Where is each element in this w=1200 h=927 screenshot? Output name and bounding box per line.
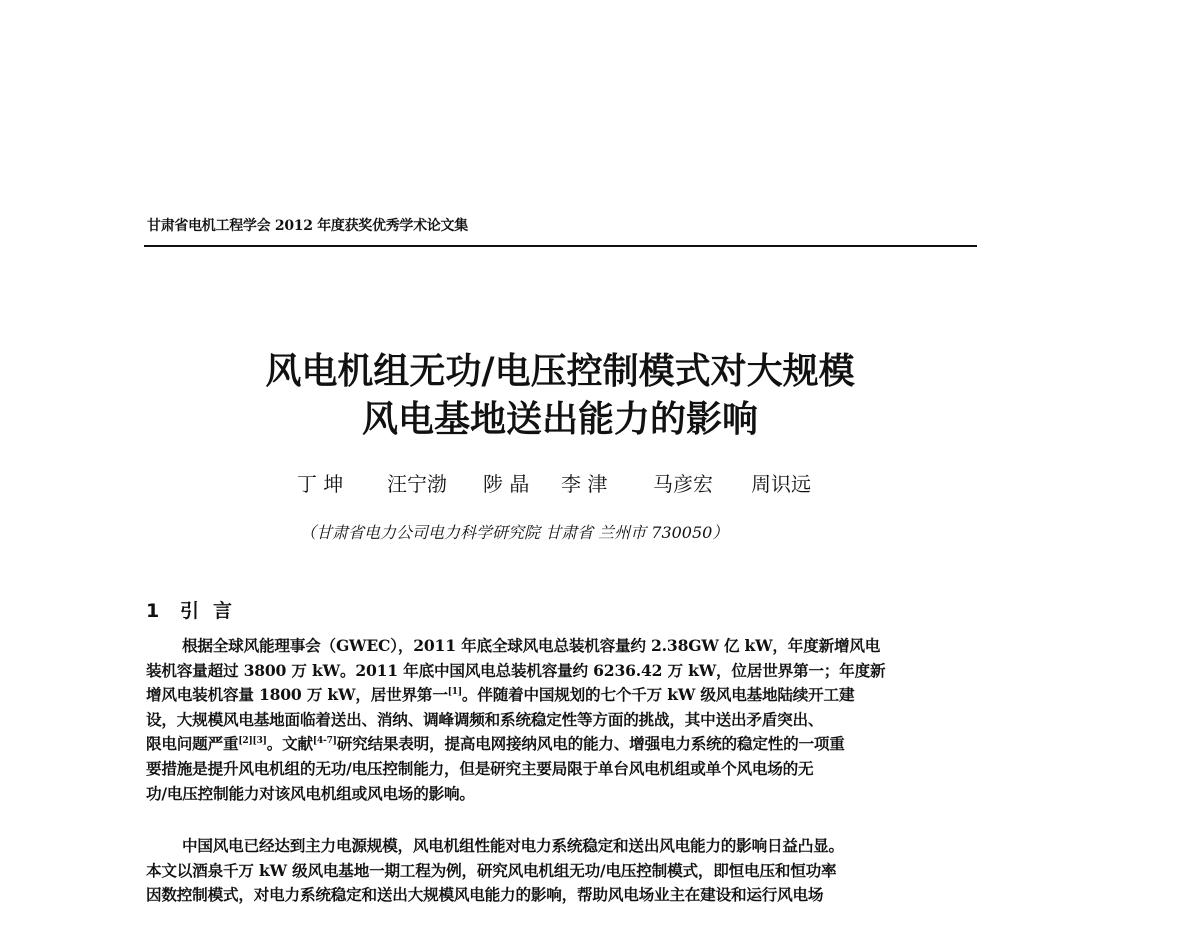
header-rule xyxy=(144,245,977,247)
section-heading xyxy=(146,596,246,623)
journal-header: 甘肃省电机工程学会 2012 年度获奖优秀学术论文集 xyxy=(147,218,468,234)
text-line: 设，大规模风电基地面临着送出、消纳、调峰调频和系统稳定性等方面的挑战，其中送出矛盾突出、 xyxy=(146,709,824,729)
paragraph-1 xyxy=(146,634,980,806)
text-line xyxy=(146,683,980,708)
text-line: 因数控制模式，对电力系统稳定和送出大规模风电能力的影响，帮助风电场业主在建设和运行风电场 xyxy=(146,885,824,905)
paragraph-2 xyxy=(146,834,980,908)
text-line xyxy=(146,732,980,757)
author: 汪宁渤 xyxy=(387,472,447,496)
affiliation: （甘肃省电力公司电力科学研究院 甘肃省 兰州市 730050） xyxy=(300,523,729,542)
author-list xyxy=(297,468,831,497)
author: 马彦宏 xyxy=(653,472,713,496)
text-span: 。伴随着中国规划的七个千万 kW 级风电基地陆续开工建 xyxy=(461,685,855,705)
text-line: 中国风电已经达到主力电源规模，风电机组性能对电力系统稳定和送出风电能力的影响日益凸显。 xyxy=(182,836,844,855)
text-span: 增风电装机容量 1800 万 kW，居世界第一 xyxy=(146,685,448,705)
paper-title-line1: 风电机组无功/电压控制模式对大规模 xyxy=(265,350,855,392)
text-span: 限电问题严重 xyxy=(146,734,239,754)
text-line: 本文以酒泉千万 kW 级风电基地一期工程为例，研究风电机组无功/电压控制模式，即恒电压和恒功率 xyxy=(146,860,837,880)
author: 周识远 xyxy=(751,472,811,496)
author: 李 津 xyxy=(561,472,608,496)
text-line: 要措施是提升风电机组的无功/电压控制能力，但是研究主要局限于单台风电机组或单个风电场的无 xyxy=(146,758,814,778)
section-title: 引言 xyxy=(180,600,247,622)
text-span: 研究结果表明，提高电网接纳风电的能力、增强电力系统的稳定性的一项重 xyxy=(336,734,845,754)
citation-ref: [2][3] xyxy=(238,736,267,747)
text-line: 装机容量超过 3800 万 kW。2011 年底中国风电总装机容量约 6236.42 万 kW，位居世界第一；年度新 xyxy=(146,660,886,680)
author: 丁 坤 xyxy=(297,472,344,496)
text-span: 。文献 xyxy=(266,734,313,754)
section-number: 1 xyxy=(146,600,160,622)
paper-title-line2: 风电基地送出能力的影响 xyxy=(361,398,758,440)
citation-ref: [1] xyxy=(447,687,462,698)
text-line: 根据全球风能理事会（GWEC），2011 年底全球风电总装机容量约 2.38GW 亿 kW，年度新增风电 xyxy=(182,636,881,655)
text-line: 功/电压控制能力对该风电机组或风电场的影响。 xyxy=(146,783,475,803)
author: 陟 晶 xyxy=(483,472,530,496)
citation-ref: [4-7] xyxy=(312,736,337,747)
